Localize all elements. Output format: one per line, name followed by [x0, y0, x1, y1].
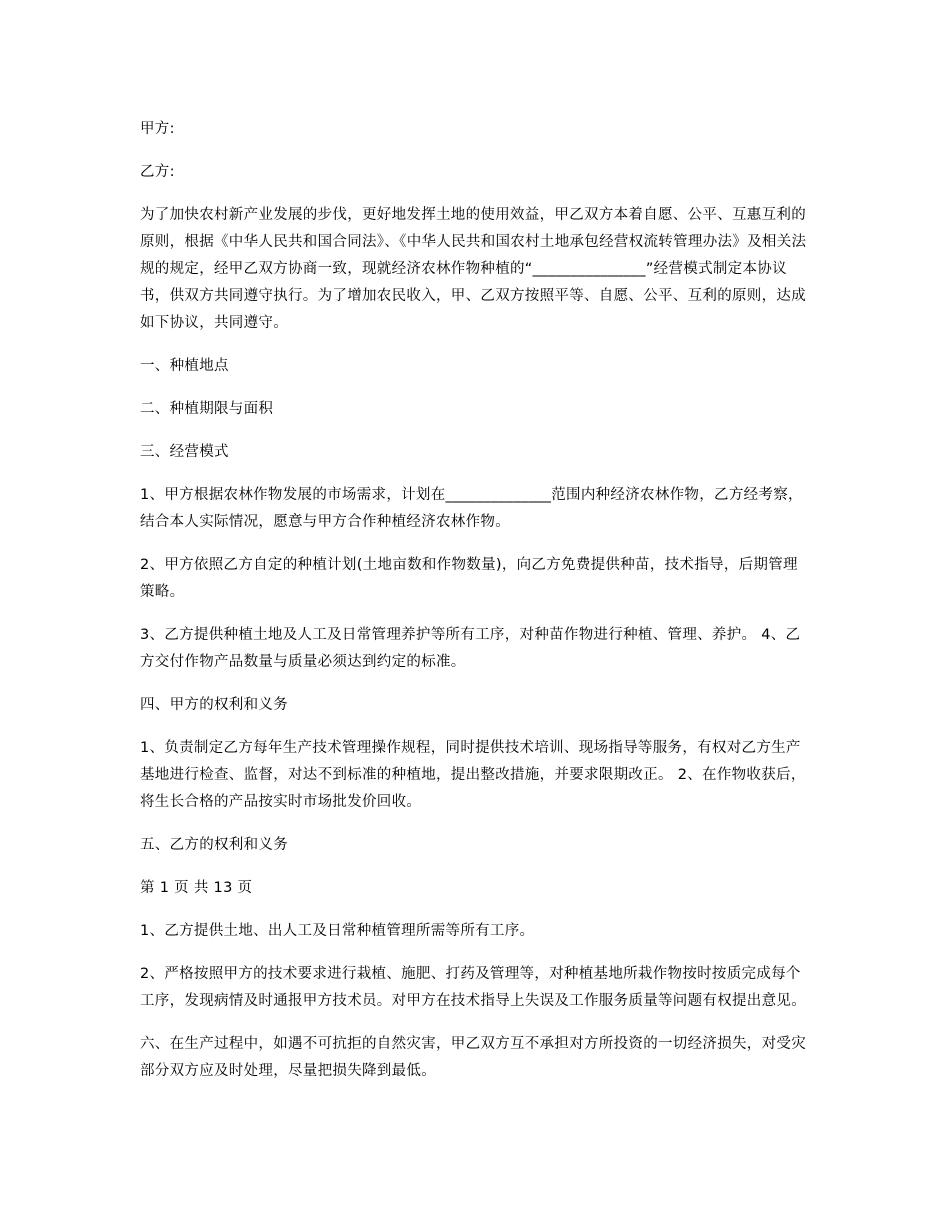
section-force-majeure: 六、在生产过程中，如遇不可抗拒的自然灾害，甲乙双方互不承担对方所投资的一切经济损失，对受灾部分双方应及时处理，尽量把损失降到最低。	[140, 1036, 806, 1079]
section-heading-term-and-area: 二、种植期限与面积	[140, 401, 274, 417]
page-footer: 第 1 页 共 13 页	[140, 880, 253, 896]
party-a-label: 甲方:	[140, 121, 175, 137]
party-a-rights-item-1: 1、负责制定乙方每年生产技术管理操作规程，同时提供技术培训、现场指导等服务，有权对乙方生产基地进行检查、监督，对达不到标准的种植地，提出整改措施，并要求限期改正。 2、在作物收获后，将生长合格的产品按实时市场批发价回收。	[140, 740, 806, 810]
business-model-item-2: 2、甲方依照乙方自定的种植计划(土地亩数和作物数量)，向乙方免费提供种苗，技术指导，后期管理策略。	[140, 557, 798, 600]
section-heading-party-b-rights: 五、乙方的权利和义务	[140, 837, 288, 853]
party-b-rights-item-1: 1、乙方提供土地、出人工及日常种植管理所需等所有工序。	[140, 923, 535, 939]
party-b-label: 乙方:	[140, 164, 175, 180]
section-heading-business-model: 三、经营模式	[140, 444, 229, 460]
business-model-item-3: 3、乙方提供种植土地及人工及日常管理养护等所有工序，对种苗作物进行种植、管理、养护。 4、乙方交付作物产品数量与质量必须达到约定的标准。	[140, 627, 801, 670]
document-body	[140, 116, 810, 1085]
intro-paragraph: 为了加快农村新产业发展的步伐，更好地发挥土地的使用效益，甲乙双方本着自愿、公平、互惠互利的原则，根据《中华人民共和国合同法》、《中华人民共和国农村土地承包经营权流转管理办法》及相关法规的规定，经甲乙双方协商一致，现就经济农林作物种植的“_______________”经营模式制定本协议书，供双方共同遵守执行。为了增加农民收入，甲、乙双方按照平等、自愿、公平、互利的原则，达成如下协议，共同遵守。	[140, 207, 807, 331]
party-b-rights-item-2: 2、严格按照甲方的技术要求进行栽植、施肥、打药及管理等，对种植基地所栽作物按时按质完成每个工序，发现病情及时通报甲方技术员。对甲方在技术指导上失误及工作服务质量等问题有权提出意见。	[140, 966, 806, 1009]
section-heading-party-a-rights: 四、甲方的权利和义务	[140, 697, 288, 713]
section-heading-planting-location: 一、种植地点	[140, 358, 229, 374]
business-model-item-1: 1、甲方根据农林作物发展的市场需求，计划在______________范围内种经济农林作物，乙方经考察，结合本人实际情况，愿意与甲方合作种植经济农林作物。	[140, 487, 803, 530]
